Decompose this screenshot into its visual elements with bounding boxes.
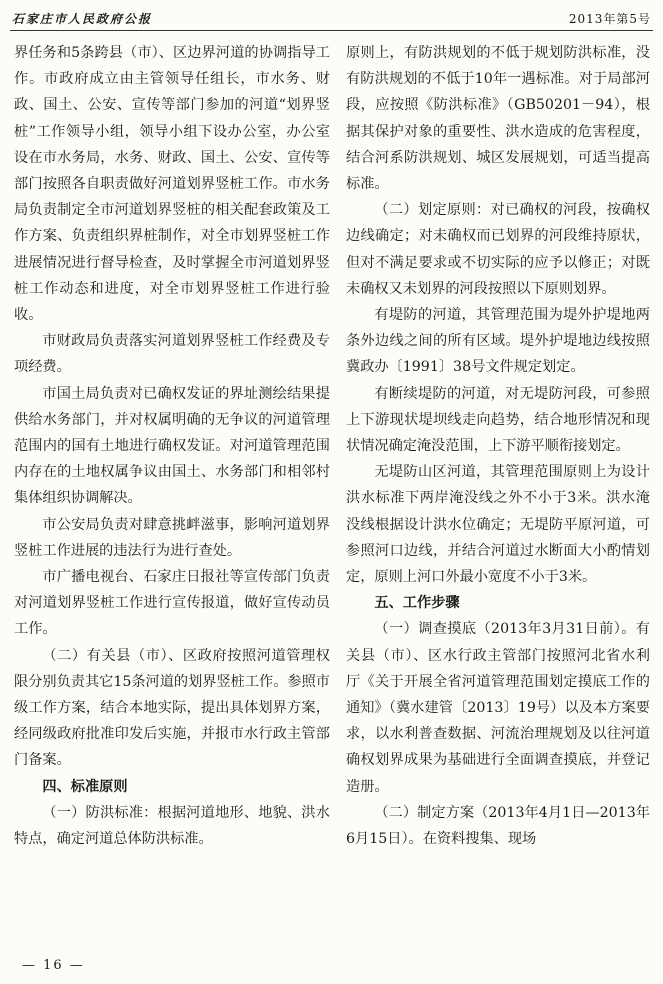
body-columns (14, 40, 650, 950)
paragraph: 市广播电视台、石家庄日报社等宣传部门负责对河道划界竖桩工作进行宣传报道，做好宣传动员工作。 (14, 569, 330, 638)
section-heading: 四、标准原则 (42, 778, 128, 795)
paragraph: 市国土局负责对已确权发证的界址测绘结果提供给水务部门，并对权属明确的无争议的河道管理范围内的国有土地进行确权发证。对河道管理范围内存在的土地权属争议由国土、水务部门和相邻村集体组织协调解决。 (14, 385, 330, 507)
paragraph: 无堤防山区河道，其管理范围原则上为设计洪水标准下两岸淹没线之外不小于3米。洪水淹没线根据设计洪水位确定；无堤防平原河道，可参照河口边线，并结合河道过水断面大小酌情划定，原则上河口外最小宽度不小于3米。 (346, 464, 650, 586)
issue-number: 2013年第5号 (568, 12, 651, 26)
paragraph: （二）制定方案（2013年4月1日—2013年6月15日）。在资料搜集、现场 (346, 804, 650, 848)
paragraph: （一）调查摸底（2013年3月31日前）。有关县（市）、区水行政主管部门按照河北省水利厅《关于开展全省河道管理范围划定摸底工作的通知》（冀水建管〔2013〕19号）以及本方案要求，以水利普查数据、河流治理规划及以往河道确权划界成果为基础进行全面调查摸底，并登记造册。 (346, 621, 650, 795)
paragraph: 原则上，有防洪规划的不低于规划防洪标准，没有防洪规划的不低于10年一遇标准。对于局部河段，应按照《防洪标准》（GB50201－94），根据其保护对象的重要性、洪水造成的危害程度，结合河系防洪规划、城区发展规划，可适当提高标准。 (346, 45, 650, 193)
left-column (14, 40, 330, 852)
paragraph: （二）划定原则：对已确权的河段，按确权边线确定；对未确权而已划界的河段维持原状，但对不满足要求或不切实际的应予以修正；对既未确权又未划界的河段按照以下原则划界。 (346, 202, 650, 297)
paragraph: 界任务和5条跨县（市）、区边界河道的协调指导工作。市政府成立由主管领导任组长，市水务、财政、国土、公安、宣传等部门参加的河道“划界竖桩”工作领导小组，领导小组下设办公室，办公室设在市水务局，水务、财政、国土、公安、宣传等部门按照各自职责做好河道划界竖桩工作。市水务局负责制定全市河道划界竖桩的相关配套政策及工作方案、负责组织界桩制作，对全市划界竖桩工作进展情况进行督导检查，及时掌握全市河道划界竖桩工作动态和进度，对全市划界竖桩工作进行验收。 (14, 45, 330, 324)
paragraph: 市公安局负责对肆意挑衅滋事，影响河道划界竖桩工作进展的违法行为进行查处。 (14, 516, 330, 559)
section-heading: 五、工作步骤 (374, 595, 460, 612)
paragraph: 市财政局负责落实河道划界竖桩工作经费及专项经费。 (14, 333, 330, 376)
right-column (346, 40, 650, 852)
paragraph: （一）防洪标准：根据河道地形、地貌、洪水特点，确定河道总体防洪标准。 (14, 804, 330, 848)
page-number: — 16 — (22, 958, 85, 973)
paragraph: 有断续堤防的河道，对无堤防河段，可参照上下游现状堤坝线走向趋势，结合地形情况和现状情况确定淹没范围，上下游平顺衔接划定。 (346, 385, 650, 455)
publication-title: 石家庄市人民政府公报 (12, 12, 153, 26)
paragraph: 有堤防的河道，其管理范围为堤外护堤地两条外边线之间的所有区域。堤外护堤地边线按照冀政办〔1991〕38号文件规定划定。 (346, 307, 650, 376)
paragraph: （二）有关县（市）、区政府按照河道管理权限分别负责其它15条河道的划界竖桩工作。参照市级工作方案，结合本地实际，提出具体划界方案，经同级政府批准印发后实施，并报市水行政主管部门备案。 (14, 647, 330, 769)
page-header (10, 6, 653, 31)
